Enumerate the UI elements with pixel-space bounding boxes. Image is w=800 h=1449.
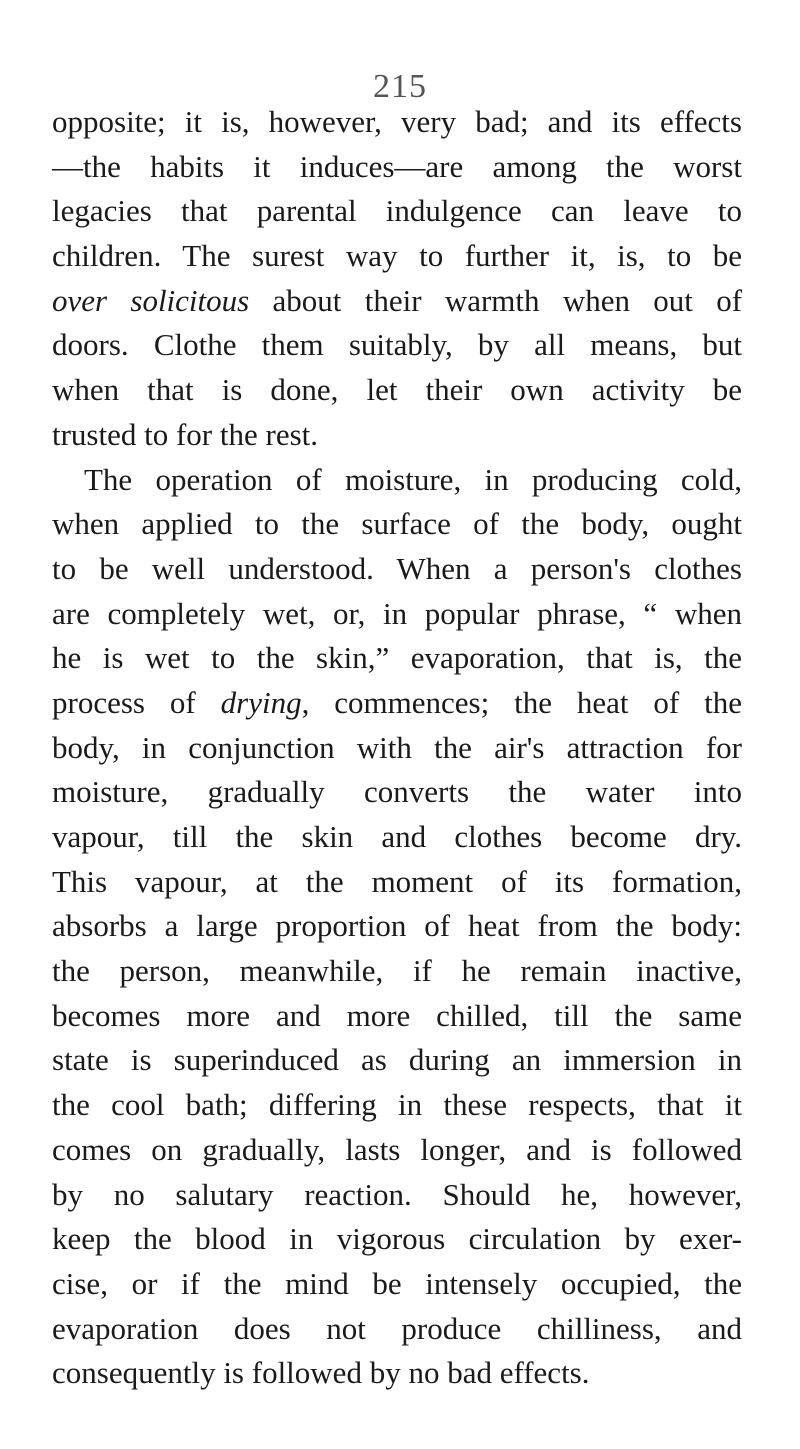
text-line: moisture, gradually converts the water into	[52, 774, 742, 810]
text-line: consequently is followed by no bad effects.	[52, 1355, 590, 1391]
page-number: 215	[373, 68, 427, 105]
italic-phrase: over solicitous	[52, 282, 250, 318]
text-line: comes on gradually, lasts longer, and is followed	[52, 1131, 742, 1167]
text-line: This vapour, at the moment of its formation,	[52, 863, 742, 899]
text-line: trusted to for the rest.	[52, 416, 319, 452]
text-line-with-italic	[52, 681, 742, 726]
text-line: keep the blood in vigorous circulation by exer-	[52, 1221, 742, 1257]
text-line: he is wet to the skin,” evaporation, that is, the	[52, 640, 742, 676]
text-line: state is superinduced as during an immersion in	[52, 1042, 742, 1078]
text-line: by no salutary reaction. Should he, however,	[52, 1176, 742, 1212]
text-line: evaporation does not produce chilliness, and	[52, 1310, 742, 1346]
text-line: are completely wet, or, in popular phrase, “ when	[52, 595, 742, 631]
text-line: body, in conjunction with the air's attraction for	[52, 729, 742, 765]
text-line: legacies that parental indulgence can leave to	[52, 193, 742, 229]
text-line: children. The surest way to further it, is, to be	[52, 238, 742, 274]
text-line: doors. Clothe them suitably, by all means, but	[52, 327, 742, 363]
text-line: vapour, till the skin and clothes become dry.	[52, 819, 742, 854]
paragraph-start-line: The operation of moisture, in producing cold,	[84, 461, 742, 497]
text-line-with-italic	[52, 279, 742, 324]
text-line: cise, or if the mind be intensely occupied, the	[52, 1265, 742, 1301]
text-line: when that is done, let their own activity be	[52, 372, 742, 408]
text-line: when applied to the surface of the body, ought	[52, 506, 742, 542]
text-line: becomes more and more chilled, till the same	[52, 997, 742, 1033]
italic-word: drying	[220, 684, 302, 720]
text-line: absorbs a large proportion of heat from the body:	[52, 908, 742, 944]
text-segment: process of	[52, 684, 196, 720]
text-segment: , commences; the heat of the	[301, 684, 743, 720]
text-segment: about their warmth when out of	[272, 282, 743, 318]
text-line: the person, meanwhile, if he remain inactive,	[52, 953, 742, 989]
text-line: opposite; it is, however, very bad; and its effects	[52, 104, 742, 139]
text-line: the cool bath; differing in these respects, that it	[52, 1087, 742, 1123]
text-line: to be well understood. When a person's clothes	[52, 550, 742, 586]
body-text	[52, 100, 742, 1396]
text-line: —the habits it induces—are among the worst	[52, 148, 742, 184]
